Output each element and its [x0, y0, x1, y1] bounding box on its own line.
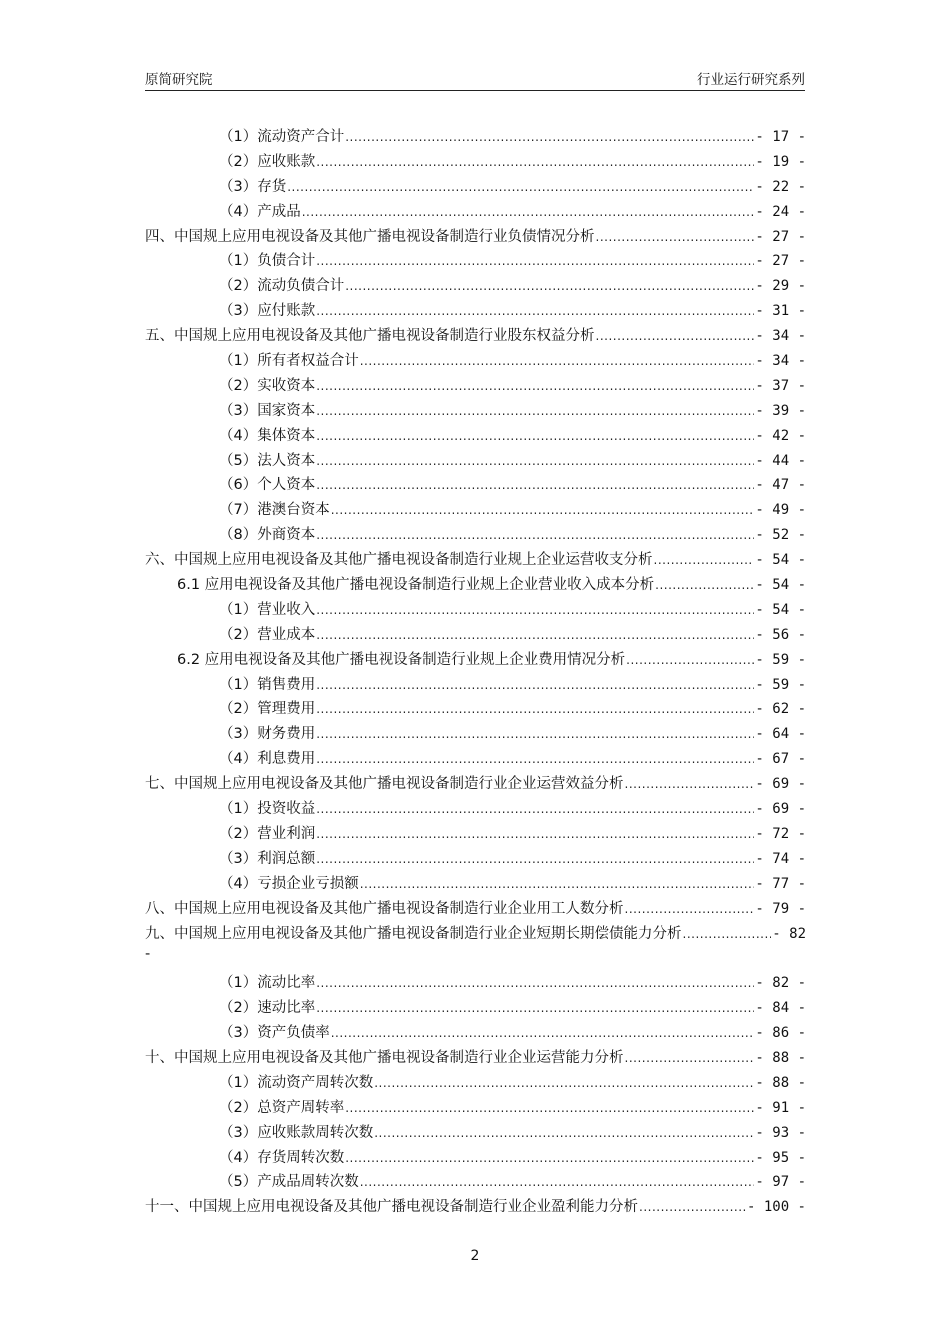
toc-entry[interactable]: [145, 797, 806, 822]
toc-entry-page: - 52 -: [755, 527, 806, 544]
toc-dot-leader: [683, 927, 772, 941]
toc-entry-page: - 62 -: [755, 701, 806, 718]
toc-entry-title: （3）国家资本: [219, 402, 316, 419]
toc-dot-leader: [655, 578, 754, 592]
toc-dot-leader: [316, 429, 754, 443]
toc-entry[interactable]: [145, 971, 806, 996]
toc-entry-page: - 59 -: [755, 651, 806, 668]
toc-entry[interactable]: [145, 1146, 806, 1171]
toc-entry-page: - 54 -: [755, 552, 806, 569]
toc-entry[interactable]: [145, 1096, 806, 1121]
toc-entry-page: - 31 -: [755, 303, 806, 320]
toc-entry-page: - 49 -: [755, 502, 806, 519]
toc-entry-title: （2）营业成本: [219, 626, 316, 643]
toc-entry-title: （1）投资收益: [219, 801, 316, 818]
toc-dot-leader: [316, 304, 754, 318]
toc-entry[interactable]: [145, 822, 806, 847]
toc-entry-page: - 29 -: [755, 278, 806, 295]
toc-dot-leader: [360, 1175, 755, 1189]
toc-entry-page: - 82: [772, 925, 806, 942]
toc-entry[interactable]: [145, 922, 806, 947]
toc-dot-leader: [302, 205, 755, 219]
toc-dot-leader: [345, 1151, 754, 1165]
toc-entry-page: - 27 -: [755, 228, 806, 245]
toc-entry-title: （3）财务费用: [219, 726, 316, 743]
toc-entry-page: - 79 -: [755, 900, 806, 917]
toc-dot-leader: [316, 1001, 754, 1015]
toc-dot-leader: [316, 155, 754, 169]
header-org-name: 原简研究院: [145, 72, 213, 88]
toc-entry[interactable]: [145, 473, 806, 498]
toc-entry[interactable]: [145, 399, 806, 424]
toc-entry-page: - 100 -: [746, 1199, 806, 1216]
toc-entry-title: 八、中国规上应用电视设备及其他广播电视设备制造行业企业用工人数分析: [145, 900, 624, 917]
toc-entry-page: - 88 -: [755, 1074, 806, 1091]
toc-dot-leader: [316, 702, 754, 716]
toc-entry[interactable]: [145, 150, 806, 175]
toc-entry[interactable]: [145, 623, 806, 648]
toc-entry-page: - 97 -: [755, 1174, 806, 1191]
toc-entry-title: （5）产成品周转次数: [219, 1174, 359, 1191]
toc-entry-title: 6.2 应用电视设备及其他广播电视设备制造行业规上企业费用情况分析: [177, 651, 626, 668]
toc-dot-leader: [316, 678, 754, 692]
toc-entry[interactable]: [145, 847, 806, 872]
toc-dot-leader: [316, 254, 754, 268]
toc-dot-leader: [625, 777, 755, 791]
toc-dot-leader: [316, 976, 754, 990]
toc-entry-page: - 37 -: [755, 377, 806, 394]
toc-entry-title: 六、中国规上应用电视设备及其他广播电视设备制造行业规上企业运营收支分析: [145, 552, 653, 569]
toc-entry-page: - 47 -: [755, 477, 806, 494]
toc-entry[interactable]: [145, 424, 806, 449]
toc-entry-page: - 54 -: [755, 601, 806, 618]
toc-dot-leader: [360, 877, 755, 891]
toc-entry-page: - 17 -: [755, 129, 806, 145]
toc-entry-title: （3）存货: [219, 178, 287, 195]
toc-entry-title: （3）应付账款: [219, 303, 316, 320]
toc-entry[interactable]: [145, 1170, 806, 1195]
toc-entry-title: （2）应收账款: [219, 153, 316, 170]
toc-entry-page: - 82 -: [755, 975, 806, 992]
toc-entry[interactable]: [145, 125, 806, 150]
toc-entry-page: - 67 -: [755, 751, 806, 768]
toc-entry-page: - 74 -: [755, 850, 806, 867]
toc-entry-title: （1）流动资产合计: [219, 129, 345, 145]
toc-entry[interactable]: [145, 996, 806, 1021]
toc-dot-leader: [625, 902, 755, 916]
toc-entry-page: - 84 -: [755, 1000, 806, 1017]
toc-dot-leader: [316, 603, 754, 617]
toc-entry[interactable]: [145, 498, 806, 523]
toc-entry-title: （8）外商资本: [219, 527, 316, 544]
toc-entry-title: （2）管理费用: [219, 701, 316, 718]
toc-dot-leader: [360, 354, 755, 368]
toc-entry-page: - 72 -: [755, 825, 806, 842]
toc-entry-page: - 59 -: [755, 676, 806, 693]
toc-entry-title: （4）存货周转次数: [219, 1149, 345, 1166]
toc-entry-page: - 95 -: [755, 1149, 806, 1166]
toc-entry-page: - 19 -: [755, 153, 806, 170]
toc-entry[interactable]: [145, 200, 806, 225]
toc-entry[interactable]: [145, 872, 806, 897]
toc-entry-page: - 42 -: [755, 427, 806, 444]
toc-entry-page: - 64 -: [755, 726, 806, 743]
toc-entry[interactable]: [145, 175, 806, 200]
toc-dot-leader: [639, 1200, 746, 1214]
toc-dot-leader: [345, 130, 754, 144]
toc-entry-title: （4）集体资本: [219, 427, 316, 444]
toc-entry[interactable]: [145, 648, 806, 673]
toc-entry-page: - 93 -: [755, 1124, 806, 1141]
toc-dot-leader: [654, 553, 755, 567]
toc-entry-title: （3）应收账款周转次数: [219, 1124, 374, 1141]
toc-entry-page: - 69 -: [755, 776, 806, 793]
toc-dot-leader: [345, 279, 754, 293]
header-series-title: 行业运行研究系列: [697, 72, 805, 88]
page-header: [145, 68, 805, 91]
toc-entry-page: - 88 -: [755, 1049, 806, 1066]
toc-dot-leader: [374, 1076, 754, 1090]
toc-dot-leader: [316, 528, 754, 542]
toc-entry[interactable]: [145, 1021, 806, 1046]
toc-entry[interactable]: [145, 747, 806, 772]
toc-entry-title: （2）营业利润: [219, 825, 316, 842]
toc-dot-leader: [316, 727, 754, 741]
toc-entry-title: （5）法人资本: [219, 452, 316, 469]
toc-entry-page: - 56 -: [755, 626, 806, 643]
toc-dot-leader: [316, 852, 754, 866]
toc-entry-title: （2）速动比率: [219, 1000, 316, 1017]
toc-entry[interactable]: [145, 1195, 806, 1220]
toc-entry-title: 七、中国规上应用电视设备及其他广播电视设备制造行业企业运营效益分析: [145, 776, 624, 793]
toc-entry-title: （2）总资产周转率: [219, 1099, 345, 1116]
toc-dot-leader: [287, 180, 754, 194]
toc-dot-leader: [316, 379, 754, 393]
toc-entry-title: （1）所有者权益合计: [219, 353, 359, 370]
toc-dot-leader: [316, 827, 754, 841]
toc-entry-page: - 77 -: [755, 875, 806, 892]
toc-entry-page: - 54 -: [755, 577, 806, 594]
toc-entry[interactable]: [145, 573, 806, 598]
toc-entry-title: （3）利润总额: [219, 850, 316, 867]
toc-dot-leader: [316, 454, 754, 468]
toc-entry[interactable]: [145, 299, 806, 324]
toc-entry[interactable]: [145, 1121, 806, 1146]
toc-dot-leader: [316, 628, 754, 642]
toc-entry-title: （4）产成品: [219, 203, 301, 220]
toc-entry-page-wrap: -: [145, 946, 151, 963]
toc-entry-page: - 44 -: [755, 452, 806, 469]
toc-entry-title: （3）资产负债率: [219, 1025, 330, 1042]
toc-entry[interactable]: [145, 1071, 806, 1096]
toc-entry-title: 6.1 应用电视设备及其他广播电视设备制造行业规上企业营业收入成本分析: [177, 577, 655, 594]
toc-entry-page: - 86 -: [755, 1025, 806, 1042]
toc-entry-title: （2）流动负债合计: [219, 278, 345, 295]
toc-dot-leader: [625, 1051, 755, 1065]
toc-dot-leader: [331, 503, 755, 517]
toc-entry-page: - 91 -: [755, 1099, 806, 1116]
toc-entry-title: （4）利息费用: [219, 751, 316, 768]
toc-entry-page: - 27 -: [755, 253, 806, 270]
toc-entry-title: 五、中国规上应用电视设备及其他广播电视设备制造行业股东权益分析: [145, 328, 595, 345]
table-of-contents: [145, 125, 806, 1220]
toc-entry-page: - 22 -: [755, 178, 806, 195]
toc-entry[interactable]: [145, 324, 806, 349]
toc-entry-title: （2）实收资本: [219, 377, 316, 394]
toc-entry[interactable]: [145, 722, 806, 747]
toc-entry-title: （7）港澳台资本: [219, 502, 330, 519]
toc-entry-page: - 34 -: [755, 353, 806, 370]
toc-entry-title: （1）流动比率: [219, 975, 316, 992]
toc-dot-leader: [345, 1101, 754, 1115]
toc-dot-leader: [596, 230, 755, 244]
toc-entry[interactable]: [145, 598, 806, 623]
toc-entry-title: 十、中国规上应用电视设备及其他广播电视设备制造行业企业运营能力分析: [145, 1049, 624, 1066]
toc-entry-title: （4）亏损企业亏损额: [219, 875, 359, 892]
toc-entry[interactable]: [145, 249, 806, 274]
toc-entry-title: （6）个人资本: [219, 477, 316, 494]
toc-entry-title: （1）销售费用: [219, 676, 316, 693]
toc-entry-page: - 69 -: [755, 801, 806, 818]
toc-dot-leader: [331, 1026, 755, 1040]
toc-entry-title: 十一、中国规上应用电视设备及其他广播电视设备制造行业企业盈利能力分析: [145, 1199, 638, 1216]
toc-entry-title: （1）营业收入: [219, 601, 316, 618]
toc-entry[interactable]: [145, 772, 806, 797]
toc-dot-leader: [626, 653, 754, 667]
toc-entry-page: - 39 -: [755, 402, 806, 419]
toc-entry[interactable]: [145, 274, 806, 299]
toc-entry[interactable]: [145, 1046, 806, 1071]
toc-entry[interactable]: [145, 673, 806, 698]
toc-dot-leader: [596, 329, 755, 343]
toc-entry-title: （1）负债合计: [219, 253, 316, 270]
toc-entry-title: 九、中国规上应用电视设备及其他广播电视设备制造行业企业短期长期偿债能力分析: [145, 925, 682, 942]
toc-dot-leader: [374, 1126, 754, 1140]
toc-entry[interactable]: [145, 225, 806, 250]
toc-entry-page: - 24 -: [755, 203, 806, 220]
toc-entry[interactable]: [145, 548, 806, 573]
page-number: 2: [470, 1248, 480, 1264]
toc-entry-title: （1）流动资产周转次数: [219, 1074, 374, 1091]
toc-entry[interactable]: [145, 349, 806, 374]
toc-dot-leader: [316, 802, 754, 816]
toc-entry[interactable]: [145, 697, 806, 722]
toc-entry[interactable]: [145, 374, 806, 399]
toc-entry-title: 四、中国规上应用电视设备及其他广播电视设备制造行业负债情况分析: [145, 228, 595, 245]
toc-entry[interactable]: [145, 449, 806, 474]
toc-dot-leader: [316, 478, 754, 492]
toc-entry[interactable]: [145, 523, 806, 548]
toc-dot-leader: [316, 752, 754, 766]
toc-dot-leader: [316, 404, 754, 418]
toc-entry-page: - 34 -: [755, 328, 806, 345]
toc-entry[interactable]: [145, 897, 806, 922]
